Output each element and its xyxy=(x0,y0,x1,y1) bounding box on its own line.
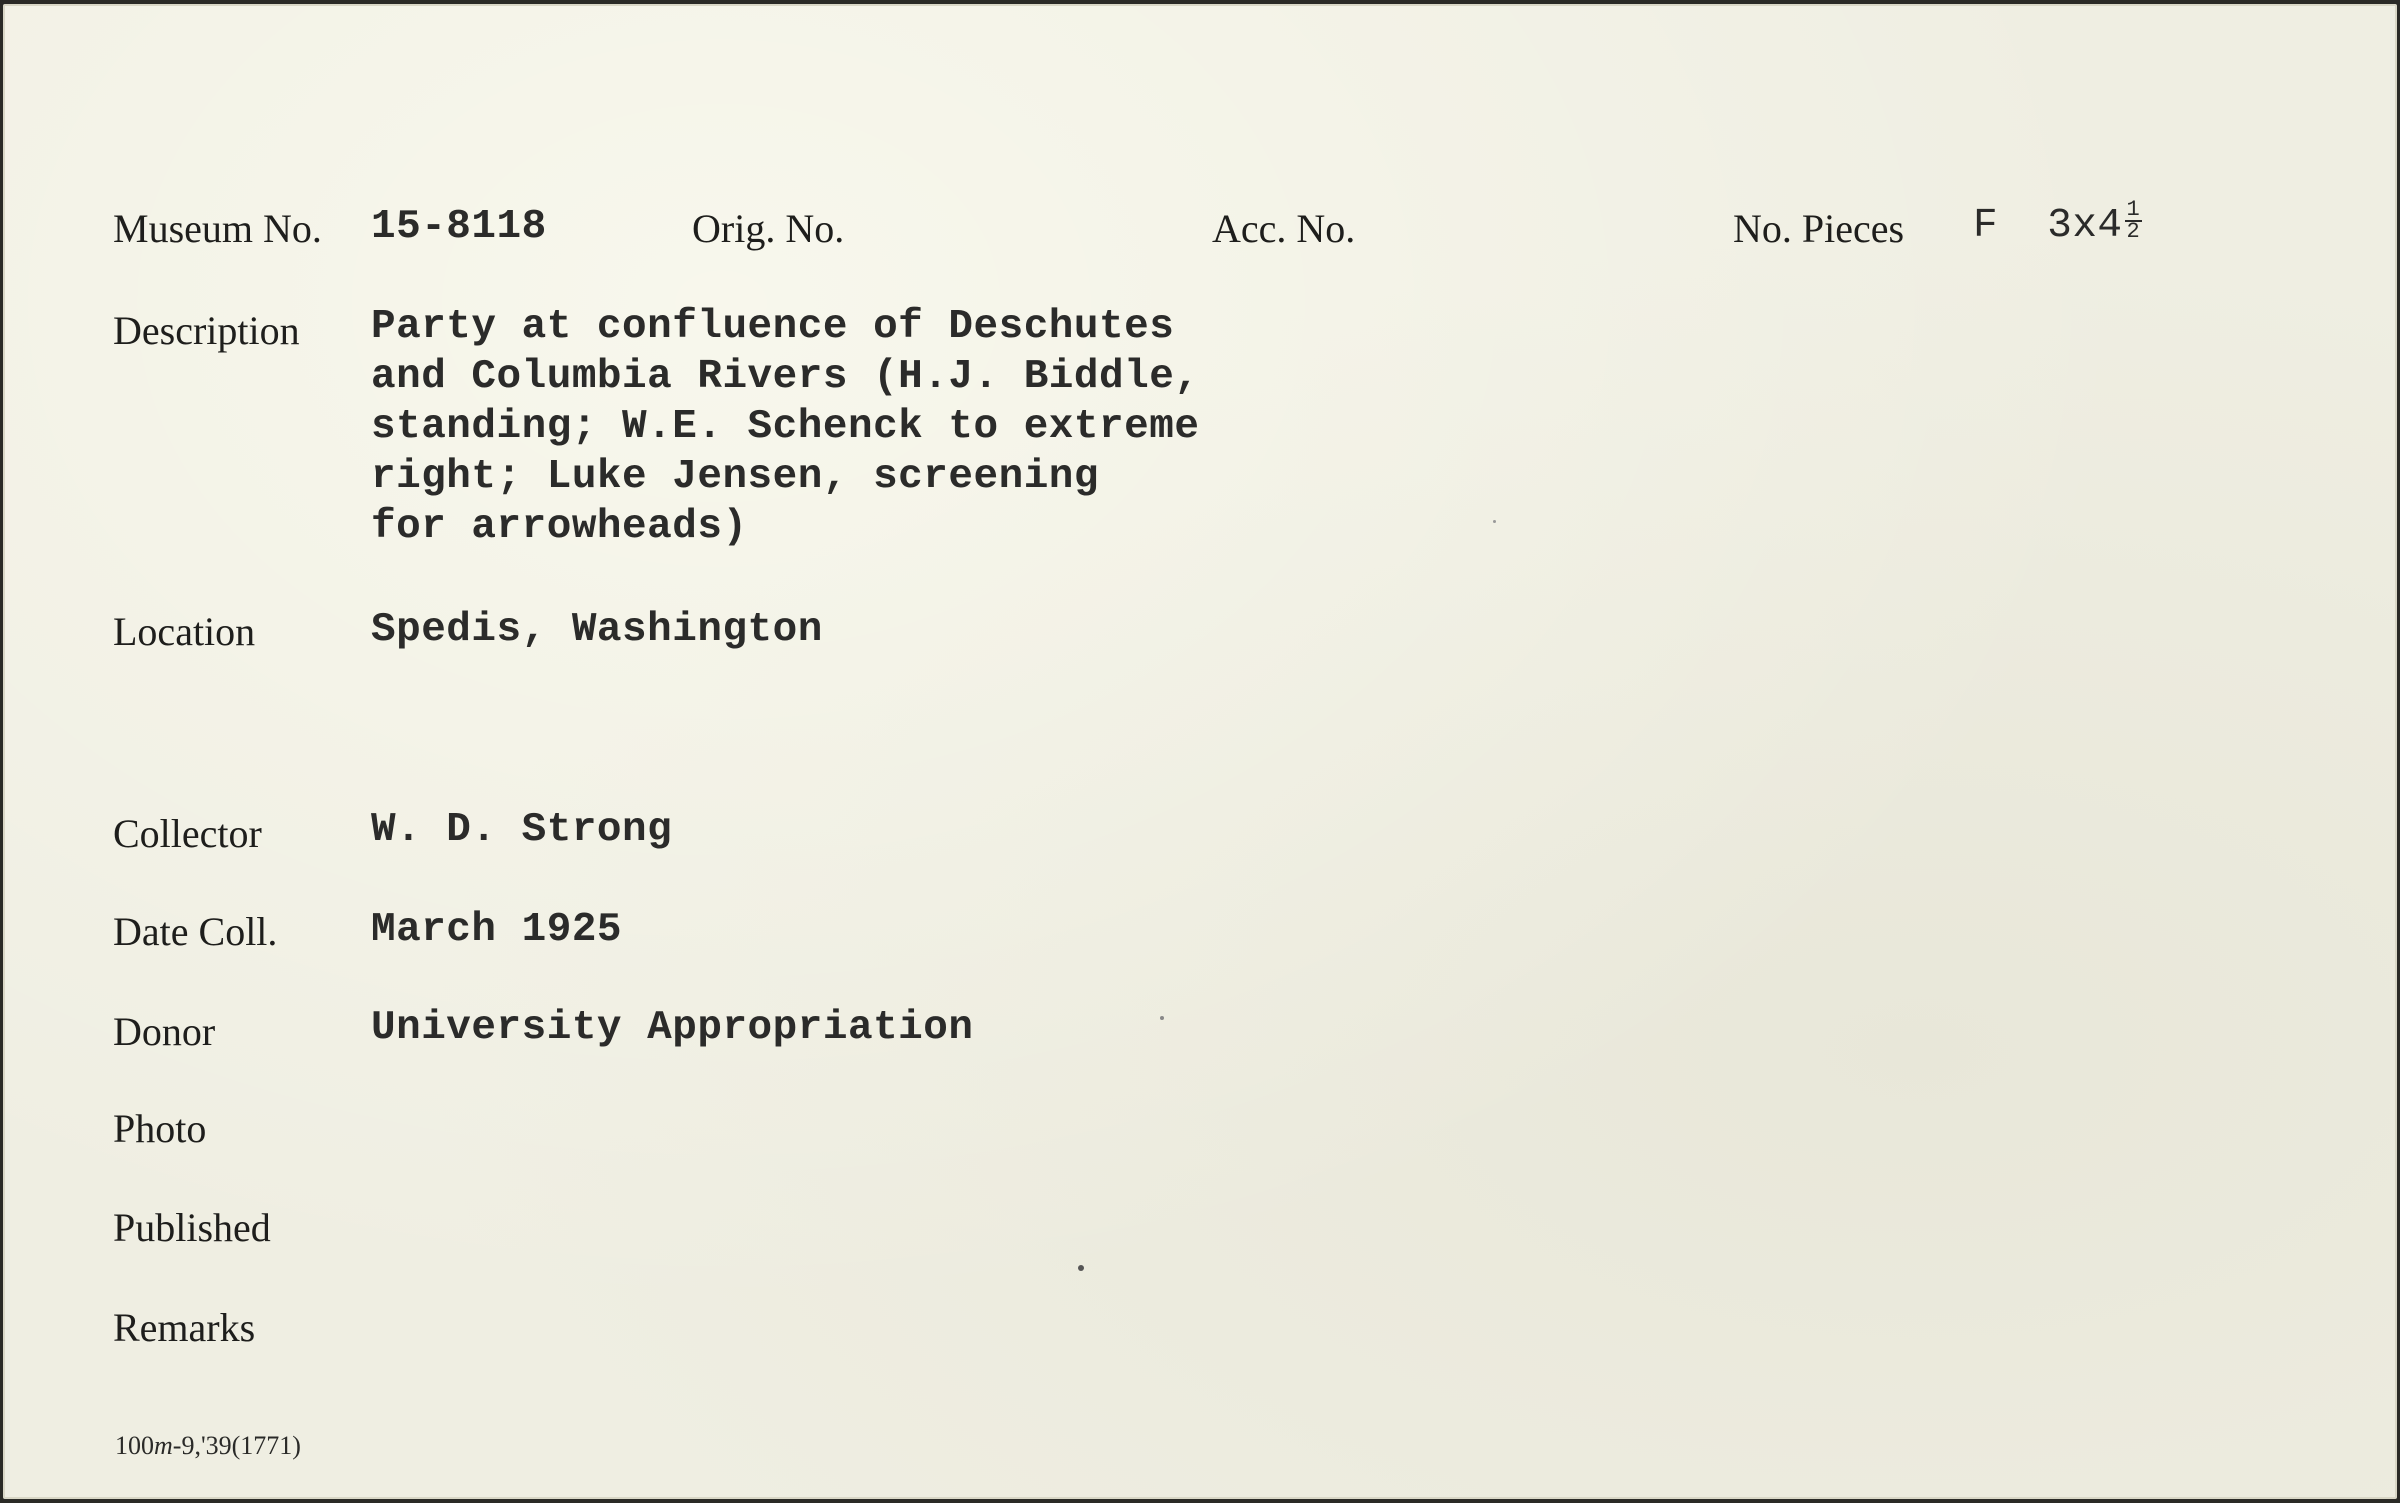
orig-no-label: Orig. No. xyxy=(692,206,845,251)
print-code-italic: m xyxy=(154,1431,173,1460)
date-coll-label: Date Coll. xyxy=(113,909,278,954)
no-pieces-prefix: F xyxy=(1973,202,1999,249)
donor-label: Donor xyxy=(113,1009,216,1054)
form-print-code xyxy=(115,1433,301,1459)
remarks-label: Remarks xyxy=(113,1305,256,1350)
museum-no-label: Museum No. xyxy=(113,206,322,251)
paper-speck xyxy=(1078,1265,1084,1271)
donor-value: University Appropriation xyxy=(371,1005,974,1051)
collector-value: W. D. Strong xyxy=(371,807,673,853)
location-value: Spedis, Washington xyxy=(371,607,823,653)
no-pieces-value xyxy=(1973,197,2142,249)
print-code-prefix: 100 xyxy=(115,1431,154,1460)
print-code-suffix: -9,'39(1771) xyxy=(172,1431,301,1460)
published-label: Published xyxy=(113,1205,271,1250)
no-pieces-size: 3x4 xyxy=(2047,202,2123,249)
location-label: Location xyxy=(113,609,256,654)
collector-label: Collector xyxy=(113,811,262,856)
no-pieces-label: No. Pieces xyxy=(1733,206,1905,251)
acc-no-label: Acc. No. xyxy=(1212,206,1356,251)
fraction-numerator: 1 xyxy=(2126,197,2141,222)
no-pieces-fraction xyxy=(2125,197,2143,244)
museum-no-value: 15-8118 xyxy=(371,204,547,250)
paper-speck xyxy=(1160,1016,1164,1020)
date-coll-value: March 1925 xyxy=(371,907,623,953)
fraction-denominator: 2 xyxy=(2126,219,2141,244)
paper-speck xyxy=(1493,520,1496,523)
catalog-card xyxy=(3,4,2397,1499)
description-value: Party at confluence of Deschutes and Columbia Rivers (H.J. Biddle, standing; W.E. Schenck to extreme right; Luke Jensen, screening for arrowheads) xyxy=(371,304,1200,550)
photo-label: Photo xyxy=(113,1106,207,1151)
description-label: Description xyxy=(113,308,300,353)
